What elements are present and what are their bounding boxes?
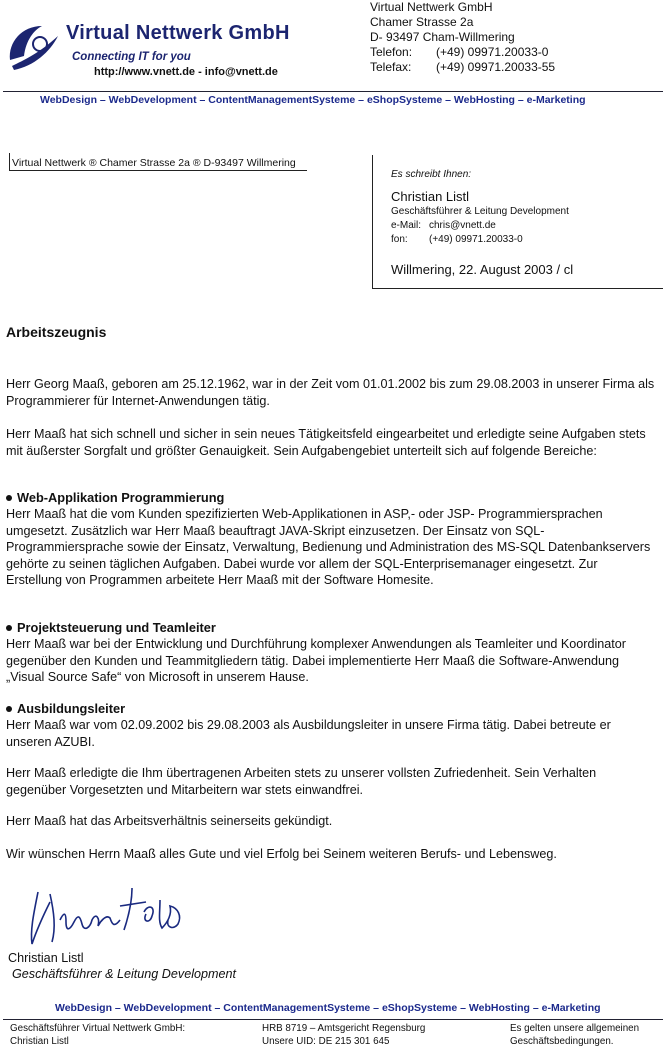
web-contact[interactable]: http://www.vnett.de - info@vnett.de bbox=[94, 66, 278, 78]
services-banner-top: WebDesign – WebDevelopment – ContentManagementSysteme – eShopSysteme – WebHosting – e-Marketing bbox=[40, 94, 586, 106]
author-role: Geschäftsführer & Leitung Development bbox=[391, 206, 569, 217]
tagline: Connecting IT for you bbox=[72, 51, 191, 63]
email-value[interactable]: chris@vnett.de bbox=[429, 220, 496, 231]
bullet-icon bbox=[6, 625, 12, 631]
company-address bbox=[370, 0, 555, 75]
section-text: Herr Maaß hat die vom Kunden spezifizierten Web-Applikationen in ASP,- oder JSP- Programmiersprachen umgesetzt. Zusätzlich war Herr Maaß beauftragt JAVA-Skript einzusetzen. Der Einsatz von SQL-Programmiersprache sowie der Einsatz, Verwaltung, Bedienung und Administration des MS-SQL Datenbankservers gehörte zu seinen täglichen Aufgaben. Dabei wurde vor allem der SQL-Enterprisemanager eingesetzt. Zur Erstellung von Programmen arbeitete Herr Maaß mit der Software Homesite. bbox=[6, 507, 651, 587]
footer-terms bbox=[510, 1023, 639, 1048]
footer-registry bbox=[262, 1023, 425, 1048]
footer-terms-line2: Geschäftsbedingungen. bbox=[510, 1035, 614, 1047]
services-banner-bottom: WebDesign – WebDevelopment – ContentManagementSysteme – eShopSysteme – WebHosting – e-Marketing bbox=[55, 1002, 601, 1014]
fon-value: (+49) 09971.20033-0 bbox=[429, 234, 523, 245]
sender-return-line: Virtual Nettwerk ® Chamer Strasse 2a ® D-93497 Willmering bbox=[9, 153, 307, 171]
section-heading bbox=[6, 490, 224, 505]
company-logo bbox=[4, 10, 304, 80]
email-label: e-Mail: bbox=[391, 220, 422, 231]
footer-management-label: Geschäftsführer Virtual Nettwerk GmbH: bbox=[10, 1023, 186, 1034]
intro-paragraph: Herr Georg Maaß, geboren am 25.12.1962, war in der Zeit vom 01.01.2002 bis zum 29.08.2003 in unserer Firma als Programmierer für Internet-Anwendungen tätig. bbox=[6, 377, 655, 408]
footer-registry-uid: Unsere UID: DE 215 301 645 bbox=[262, 1035, 390, 1047]
logo-text: Virtual Nettwerk GmbH bbox=[66, 22, 290, 44]
section-heading bbox=[6, 701, 125, 716]
section-heading-text: Web-Applikation Programmierung bbox=[17, 490, 225, 505]
result-paragraph: Herr Maaß erledigte die Ihm übertragenen Arbeiten stets zu unserer vollsten Zufriedenheit. Sein Verhalten gegenüber Vorgesetzten und Mitarbeitern war stets einwandfrei. bbox=[6, 766, 597, 797]
signature-name: Christian Listl bbox=[8, 951, 84, 965]
globe-swoosh-icon bbox=[4, 16, 64, 76]
bullet-icon bbox=[6, 495, 12, 501]
section-heading-text: Projektsteuerung und Teamleiter bbox=[17, 620, 216, 635]
phone-label: Telefon: bbox=[370, 45, 413, 59]
footer-management bbox=[10, 1023, 185, 1048]
fax-label: Telefax: bbox=[370, 60, 412, 74]
company-city: D- 93497 Cham-Willmering bbox=[370, 30, 515, 44]
footer-management-name: Christian Listl bbox=[10, 1035, 69, 1047]
letter-date: Willmering, 22. August 2003 / cl bbox=[391, 262, 574, 277]
company-name: Virtual Nettwerk GmbH bbox=[370, 0, 493, 14]
signature-role: Geschäftsführer & Leitung Development bbox=[12, 967, 237, 981]
skills-paragraph: Herr Maaß hat sich schnell und sicher in sein neues Tätigkeitsfeld eingearbeitet und erledigte seine Aufgaben stets mit äußerster Sorgfalt und größter Genauigkeit. Sein Aufgabengebiet unterteilt sich auf folgende Bereiche: bbox=[6, 427, 646, 458]
phone-number: (+49) 09971.20033-0 bbox=[436, 45, 549, 59]
author-name: Christian Listl bbox=[391, 189, 470, 204]
phone-line bbox=[370, 45, 555, 60]
writes-label: Es schreibt Ihnen: bbox=[391, 169, 472, 180]
section-heading bbox=[6, 620, 216, 635]
company-street: Chamer Strasse 2a bbox=[370, 15, 474, 29]
fax-line bbox=[370, 60, 555, 75]
footer-registry-hrb: HRB 8719 – Amtsgericht Regensburg bbox=[262, 1023, 426, 1034]
section-heading-text: Ausbildungsleiter bbox=[17, 701, 126, 716]
termination-paragraph: Herr Maaß hat das Arbeitsverhältnis seinerseits gekündigt. bbox=[6, 814, 333, 828]
header-rule bbox=[3, 91, 663, 92]
author-email bbox=[391, 220, 496, 231]
author-phone bbox=[391, 234, 523, 245]
footer-terms-line1: Es gelten unsere allgemeinen bbox=[510, 1023, 640, 1034]
document-title: Arbeitszeugnis bbox=[6, 324, 107, 340]
handwritten-signature bbox=[20, 872, 200, 952]
bullet-icon bbox=[6, 706, 12, 712]
fax-number: (+49) 09971.20033-55 bbox=[436, 60, 556, 74]
closing-paragraph: Wir wünschen Herrn Maaß alles Gute und viel Erfolg bei Seinem weiteren Berufs- und Lebensweg. bbox=[6, 847, 557, 861]
section-text: Herr Maaß war bei der Entwicklung und Durchführung komplexer Anwendungen als Teamleiter und Koordinator gegenüber den Kunden und Teammitgliedern tätig. Dabei implementierte Herr Maaß die Software-Anwendung „Visual Source Safe“ von Microsoft in unserem Hause. bbox=[6, 637, 626, 684]
footer-rule bbox=[3, 1019, 663, 1020]
fon-label: fon: bbox=[391, 234, 408, 245]
section-text: Herr Maaß war vom 02.09.2002 bis 29.08.2003 als Ausbildungsleiter in unsere Firma tätig. Dabei betreute er unseren AZUBI. bbox=[6, 718, 611, 749]
author-info-box bbox=[372, 155, 663, 289]
